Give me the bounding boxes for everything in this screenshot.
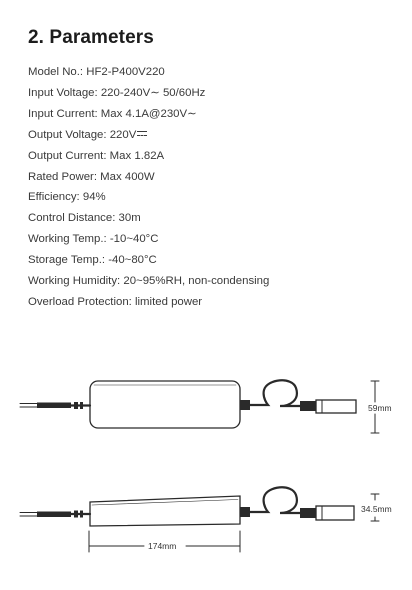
top-input-cable bbox=[20, 402, 90, 409]
param-working-temp: Working Temp.: -10~40°C bbox=[28, 233, 159, 246]
top-view bbox=[20, 380, 379, 433]
param-output-voltage-text: Output Voltage: 220V bbox=[28, 128, 137, 141]
side-view bbox=[20, 487, 379, 552]
top-output-cable bbox=[240, 380, 356, 413]
param-control-distance: Control Distance: 30m bbox=[28, 212, 141, 225]
param-working-humidity: Working Humidity: 20~95%RH, non-condensing bbox=[28, 275, 270, 288]
side-input-cable bbox=[20, 511, 90, 518]
param-output-current: Output Current: Max 1.82A bbox=[28, 149, 165, 162]
param-efficiency: Efficiency: 94% bbox=[28, 191, 106, 204]
param-rated-power: Rated Power: Max 400W bbox=[28, 170, 155, 183]
param-storage-temp: Storage Temp.: -40~80°C bbox=[28, 254, 157, 267]
thickness-label: 34.5mm bbox=[361, 504, 392, 514]
param-input-current: Input Current: Max 4.1A@230V∼ bbox=[28, 107, 197, 120]
section-title: 2. Parameters bbox=[28, 27, 154, 48]
side-output-cable bbox=[240, 487, 354, 520]
length-label: 174mm bbox=[148, 541, 177, 551]
param-input-voltage: Input Voltage: 220-240V∼ 50/60Hz bbox=[28, 86, 206, 99]
height-label: 59mm bbox=[368, 403, 392, 413]
top-body bbox=[90, 381, 240, 428]
param-model-number: Model No.: HF2-P400V220 bbox=[28, 66, 165, 78]
param-overload-protection: Overload Protection: limited power bbox=[28, 295, 203, 308]
